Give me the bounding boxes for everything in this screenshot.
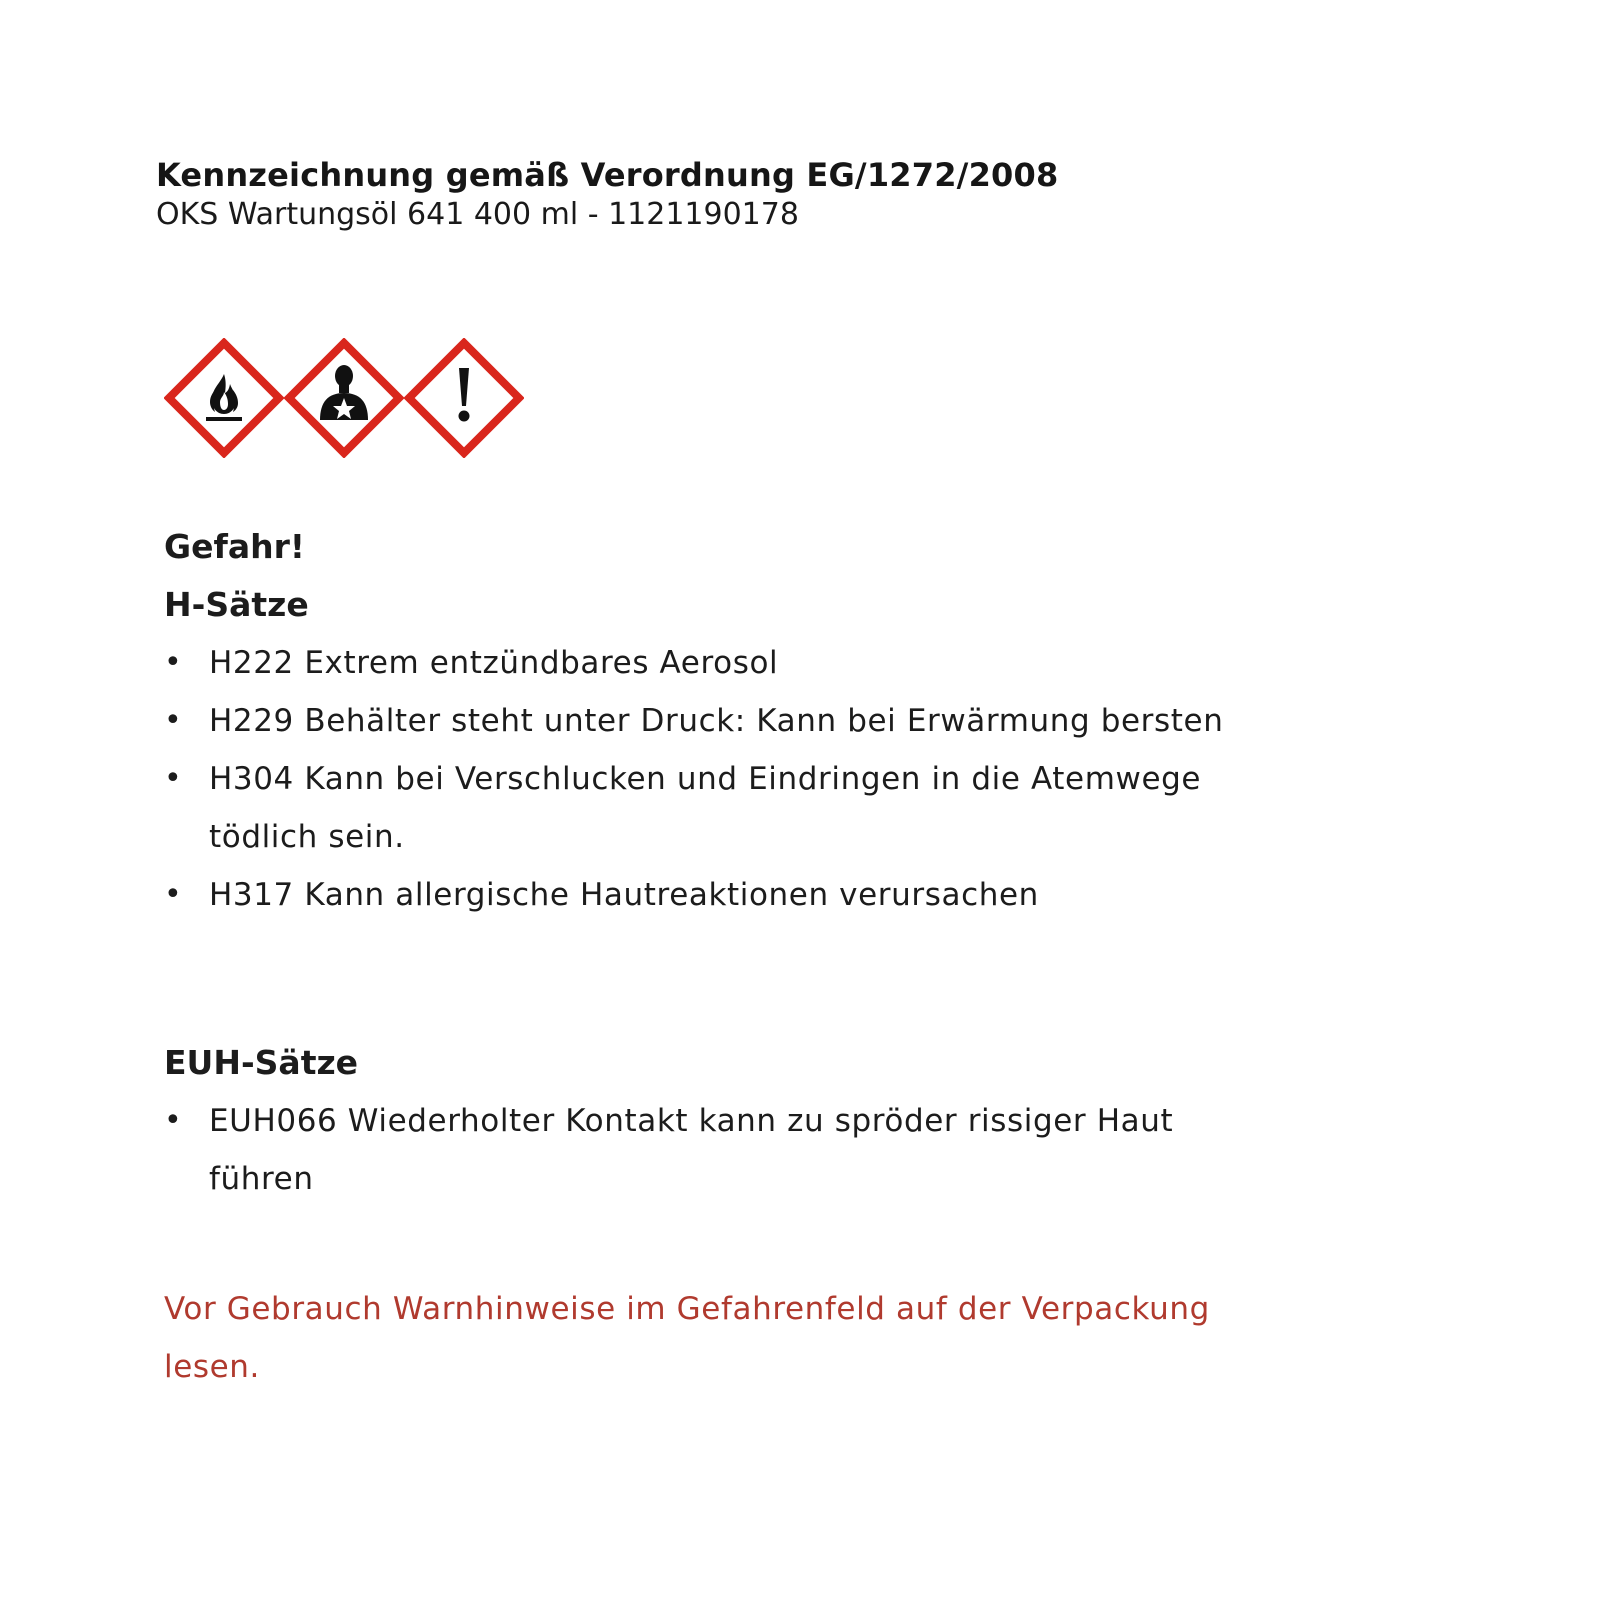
bullet-icon: •	[164, 703, 183, 738]
euh-statements-heading: EUH-Sätze	[164, 1043, 359, 1082]
bullet-icon: •	[164, 645, 183, 680]
document-header	[156, 155, 1356, 235]
euh-statements-list	[164, 1092, 1244, 1208]
list-item: • H304 Kann bei Verschlucken und Eindringen in die Atemwege tödlich sein.	[164, 750, 1244, 866]
list-item: • H222 Extrem entzündbares Aerosol	[164, 634, 1244, 692]
h-statements-list	[164, 634, 1244, 924]
ghs-pictograms	[164, 338, 524, 458]
list-item: • H229 Behälter steht unter Druck: Kann bei Erwärmung bersten	[164, 692, 1244, 750]
list-item: • EUH066 Wiederholter Kontakt kann zu spröder rissiger Haut führen	[164, 1092, 1244, 1208]
list-item: • H317 Kann allergische Hautreaktionen verursachen	[164, 866, 1244, 924]
bullet-icon: •	[164, 877, 183, 912]
hazard-statements	[164, 518, 1244, 1208]
document-subtitle: OKS Wartungsöl 641 400 ml - 1121190178	[156, 197, 799, 232]
exclamation-mark-icon	[404, 338, 524, 458]
signal-word: Gefahr!	[164, 527, 305, 566]
bullet-icon: •	[164, 1103, 183, 1138]
warning-note: Vor Gebrauch Warnhinweise im Gefahrenfeld auf der Verpackung lesen.	[164, 1291, 1210, 1385]
bullet-icon: •	[164, 761, 183, 796]
h-statements-heading: H-Sätze	[164, 585, 309, 624]
flame-icon	[164, 338, 284, 458]
health-hazard-icon	[284, 338, 404, 458]
document-title: Kennzeichnung gemäß Verordnung EG/1272/2008	[156, 156, 1059, 194]
